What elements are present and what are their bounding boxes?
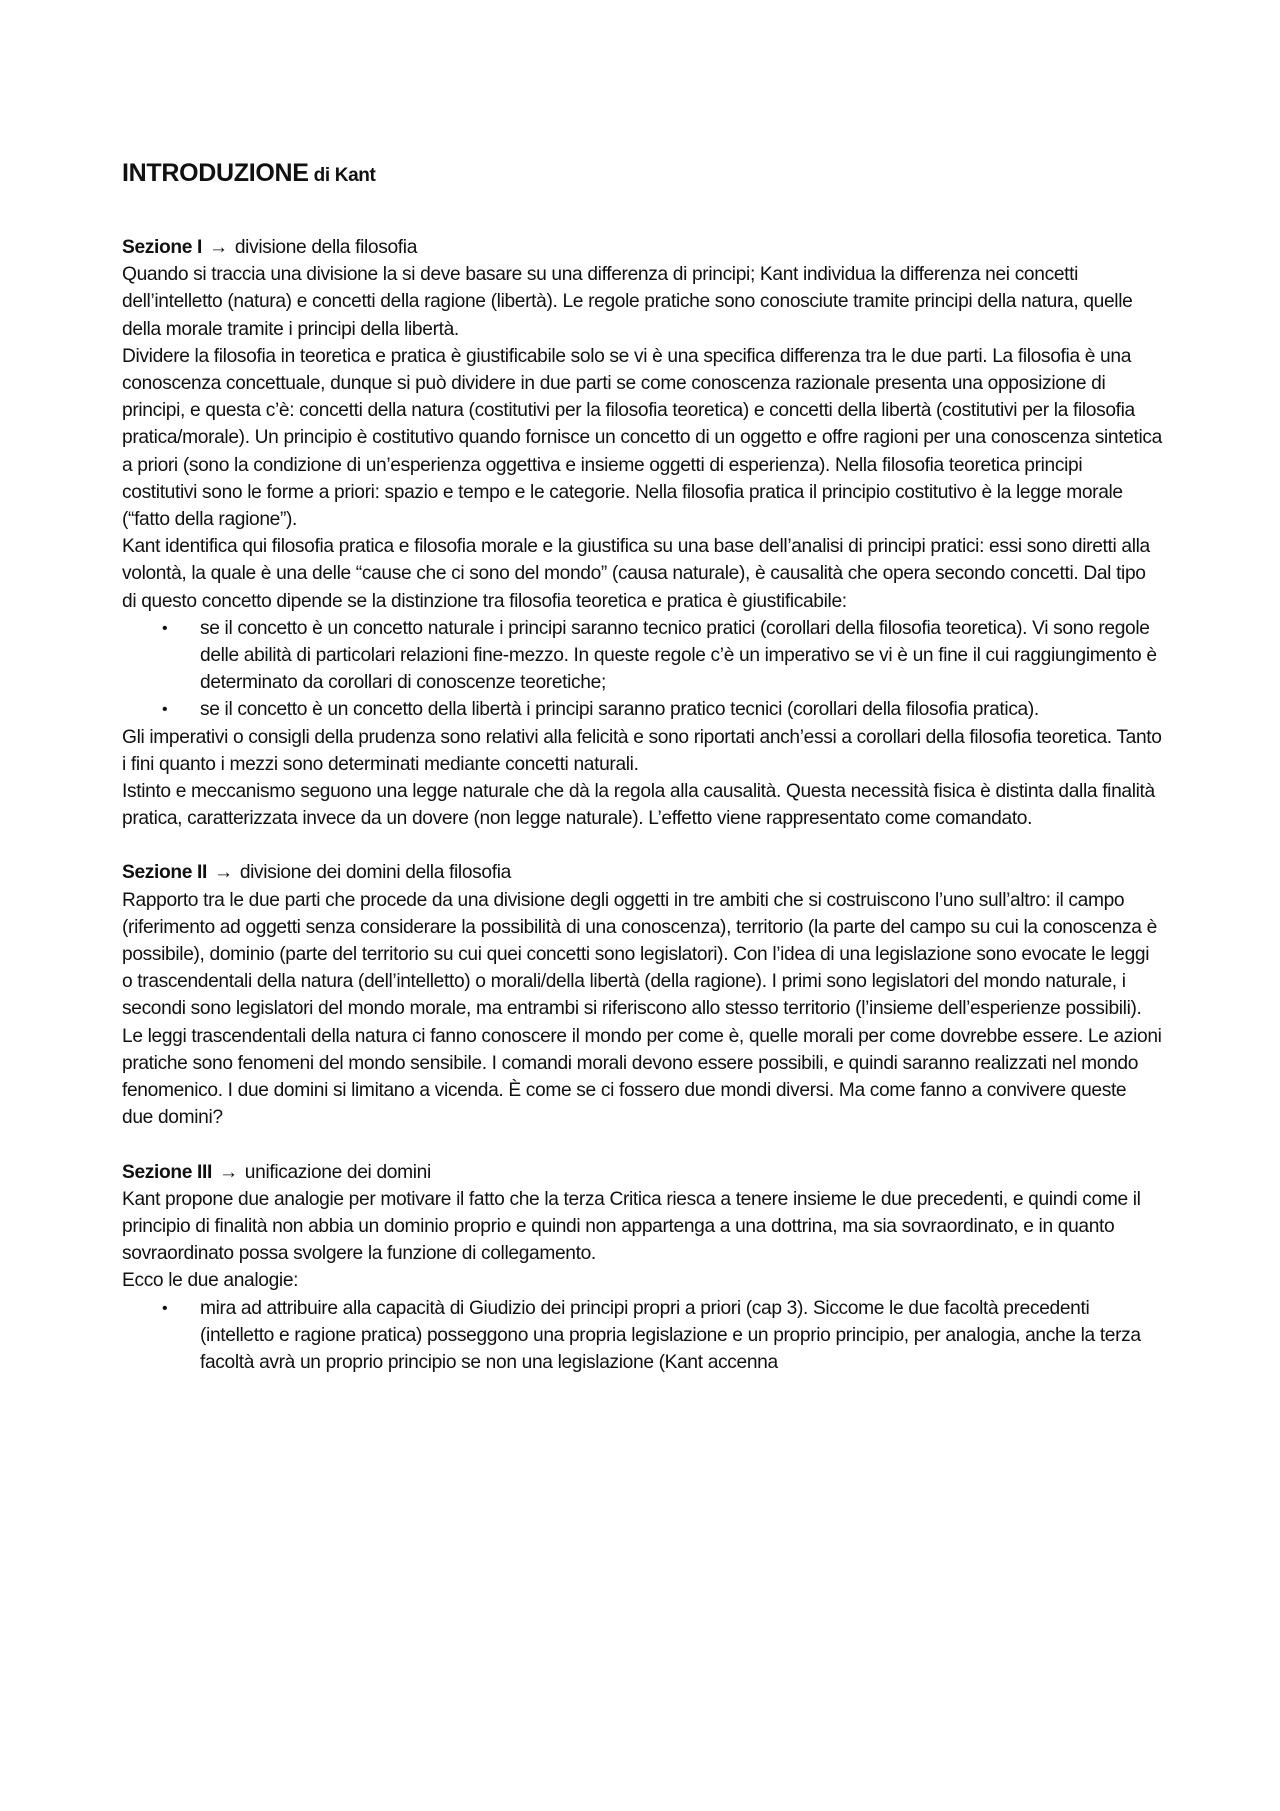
- section-label: Sezione II: [122, 862, 207, 884]
- bullet-list: [122, 1295, 1162, 1377]
- paragraph: Kant identifica qui filosofia pratica e filosofia morale e la giustifica su una base dell’analisi di principi pratici: essi sono diretti alla volontà, la quale è una delle “cause che ci sono del mondo” (causa naturale), è causalità che opera secondo concetti. Dal tipo di questo concetto dipende se la distinzione tra filosofia teoretica e pratica è giustificabile:: [122, 536, 1150, 612]
- title-subtitle: di Kant: [308, 165, 376, 186]
- paragraph: Kant propone due analogie per motivare il fatto che la terza Critica riesca a tenere insieme le due precedenti, e quindi come il principio di finalità non abbia un dominio proprio e quindi non appartenga a una dottrina, ma sia sovraordinato, e in quanto sovraordinato possa svolgere la funzione di collegamento.: [122, 1188, 1141, 1265]
- bullet-icon: •: [162, 701, 168, 719]
- section-subtitle: divisione dei domini della filosofia: [239, 862, 511, 884]
- paragraph: Dividere la filosofia in teoretica e pratica è giustificabile solo se vi è una specifica differenza tra le due parti. La filosofia è una conoscenza concettuale, dunque si può dividere in due parti se come conoscenza razionale presenta una opposizione di principi, e questa c’è: concetti della natura (costitutivi per la filosofia teoretica) e concetti della libertà (costitutivi per la filosofia pratica/morale). Un principio è costitutivo quando fornisce un concetto di un oggetto e offre ragioni per una conoscenza sintetica a priori (sono la condizione di un’esperienza oggettiva e insieme oggetti di esperienza). Nella filosofia teoretica principi costitutivi sono le forme a priori: spazio e tempo e le categorie. Nella filosofia pratica il principio costitutivo è la legge morale (“fatto della ragione”).: [122, 345, 1162, 531]
- title-main: INTRODUZIONE: [122, 159, 309, 187]
- document-title: [122, 155, 1162, 194]
- section-label: Sezione III: [122, 1161, 212, 1183]
- document-body: [122, 155, 1162, 1403]
- paragraph: Gli imperativi o consigli della prudenza sono relativi alla felicità e sono riportati anch’essi a corollari della filosofia teoretica. Tanto i fini quanto i mezzi sono determinati mediante concetti naturali.: [122, 726, 1162, 775]
- list-item-text: se il concetto è un concetto della libertà i principi saranno pratico tecnici (corollari della filosofia pratica).: [200, 699, 1039, 721]
- list-item-text: se il concetto è un concetto naturale i principi saranno tecnico pratici (corollari della filosofia teoretica). Vi sono regole delle abilità di particolari relazioni fine-mezzo. In queste regole c’è un imperativo se vi è un fine il cui raggiungimento è determinato da corollari di conoscenze teoretiche;: [200, 617, 1157, 694]
- arrow-right-icon: →: [209, 237, 228, 258]
- list-item: [122, 615, 1162, 697]
- bullet-icon: •: [162, 619, 168, 637]
- bullet-list: [122, 615, 1162, 724]
- section-heading: [122, 1159, 1162, 1186]
- list-item-text: mira ad attribuire alla capacità di Giudizio dei principi propri a priori (cap 3). Siccome le due facoltà precedenti (intelletto e ragione pratica) posseggono una propria legislazione e un proprio principio, per analogia, anche la terza facoltà avrà un proprio principio se non una legislazione (Kant accenna: [200, 1297, 1141, 1373]
- section-heading: [122, 859, 1162, 886]
- arrow-right-icon: →: [218, 1161, 238, 1183]
- section-3: [122, 1159, 1162, 1377]
- bullet-icon: •: [162, 1299, 168, 1317]
- paragraph: Quando si traccia una divisione la si deve basare su una differenza di principi; Kant individua la differenza nei concetti dell’intelletto (natura) e concetti della ragione (libertà). Le regole pratiche sono conosciute tramite principi della natura, quelle della morale tramite i principi della libertà.: [122, 264, 1133, 340]
- list-item: [122, 696, 1162, 723]
- paragraph: Istinto e meccanismo seguono una legge naturale che dà la regola alla causalità. Questa necessità fisica è distinta dalla finalità pratica, caratterizzata invece da un dovere (non legge naturale). L’effetto viene rappresentato come comandato.: [122, 781, 1155, 830]
- paragraph: Ecco le due analogie:: [122, 1270, 299, 1292]
- section-subtitle: unificazione dei domini: [244, 1161, 431, 1183]
- section-2: [122, 859, 1162, 1131]
- section-label: Sezione I: [122, 237, 203, 258]
- paragraph: Rapporto tra le due parti che procede da una divisione degli oggetti in tre ambiti che si costruiscono l’uno sull’altro: il campo (riferimento ad oggetti senza considerare la possibilità di una conoscenza), territorio (la parte del campo su cui la conoscenza è possibile), dominio (parte del territorio su cui quei concetti sono legislatori). Con l’idea di una legislazione sono evocate le leggi o trascendentali della natura (dell’intelletto) o morali/della libertà (della ragione). I primi sono legislatori del mondo naturale, i secondi sono legislatori del mondo morale, ma entrambi si riferiscono allo stesso territorio (l’insieme dell’esperienze possibili). Le leggi trascendentali della natura ci fanno conoscere il mondo per come è, quelle morali per come dovrebbe essere. Le azioni pratiche sono fenomeni del mondo sensibile. I comandi morali devono essere possibili, e quindi saranno realizzati nel mondo fenomenico. I due domini si limitano a vicenda. È come se ci fossero due mondi diversi. Ma come fanno a convivere queste due domini?: [122, 889, 1162, 1129]
- arrow-right-icon: →: [213, 862, 233, 884]
- list-item: [122, 1295, 1162, 1377]
- section-heading: [122, 234, 1162, 261]
- section-1: [122, 234, 1162, 832]
- section-subtitle: divisione della filosofia: [234, 237, 418, 258]
